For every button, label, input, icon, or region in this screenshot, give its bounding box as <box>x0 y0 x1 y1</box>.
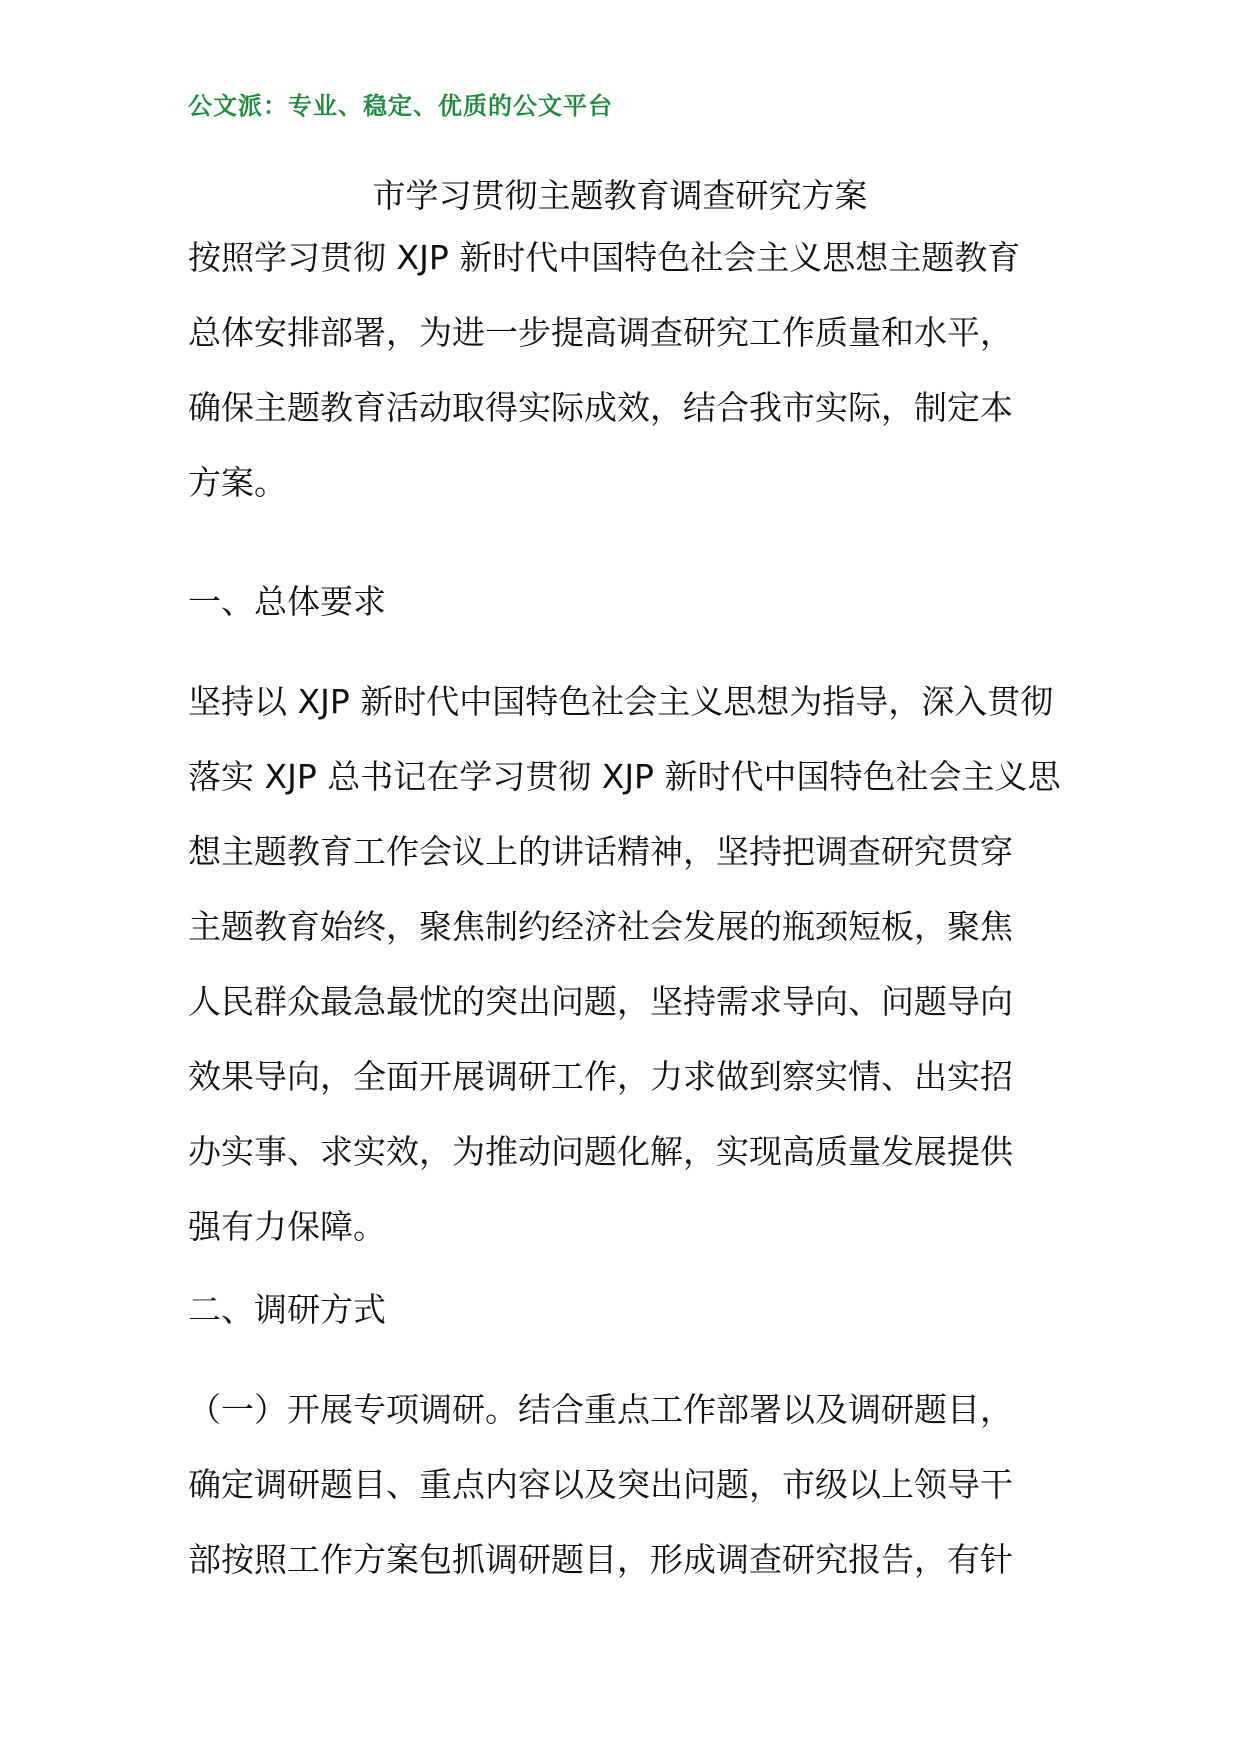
intro-paragraph <box>188 220 1068 520</box>
intro-line: 确保主题教育活动取得实际成效，结合我市实际，制定本 <box>188 388 1013 427</box>
section2-paragraph <box>188 1372 1068 1597</box>
header-brand: 公文派：专业、稳定、优质的公文平台 <box>188 92 613 120</box>
section1-line: 办实事、求实效，为推动问题化解，实现高质量发展提供 <box>188 1132 1013 1171</box>
document-title: 市学习贯彻主题教育调查研究方案 <box>372 176 868 215</box>
section1-paragraph <box>188 664 1068 1264</box>
intro-line: 总体安排部署，为进一步提高调查研究工作质量和水平， <box>188 313 1013 352</box>
section1-line: 主题教育始终，聚焦制约经济社会发展的瓶颈短板，聚焦 <box>188 907 1013 946</box>
section1-line: 强有力保障。 <box>188 1207 386 1246</box>
section-heading-2: 二、调研方式 <box>188 1290 386 1329</box>
section2-line: （一）开展专项调研。结合重点工作部署以及调研题目， <box>188 1390 1013 1429</box>
section1-line: 人民群众最急最忧的突出问题，坚持需求导向、问题导向 <box>188 982 1013 1021</box>
section2-line: 确定调研题目、重点内容以及突出问题，市级以上领导干 <box>188 1465 1013 1504</box>
section1-line: 效果导向，全面开展调研工作，力求做到察实情、出实招 <box>188 1057 1013 1096</box>
section1-line: 落实 XJP 总书记在学习贯彻 XJP 新时代中国特色社会主义思 <box>188 757 1061 796</box>
section1-line: 想主题教育工作会议上的讲话精神，坚持把调查研究贯穿 <box>188 832 1013 871</box>
section1-line: 坚持以 XJP 新时代中国特色社会主义思想为指导，深入贯彻 <box>188 682 1054 721</box>
intro-line: 按照学习贯彻 XJP 新时代中国特色社会主义思想主题教育 <box>188 238 1021 277</box>
intro-line: 方案。 <box>188 463 287 502</box>
section2-line: 部按照工作方案包抓调研题目，形成调查研究报告，有针 <box>188 1540 1013 1579</box>
section-heading-1: 一、总体要求 <box>188 582 386 621</box>
